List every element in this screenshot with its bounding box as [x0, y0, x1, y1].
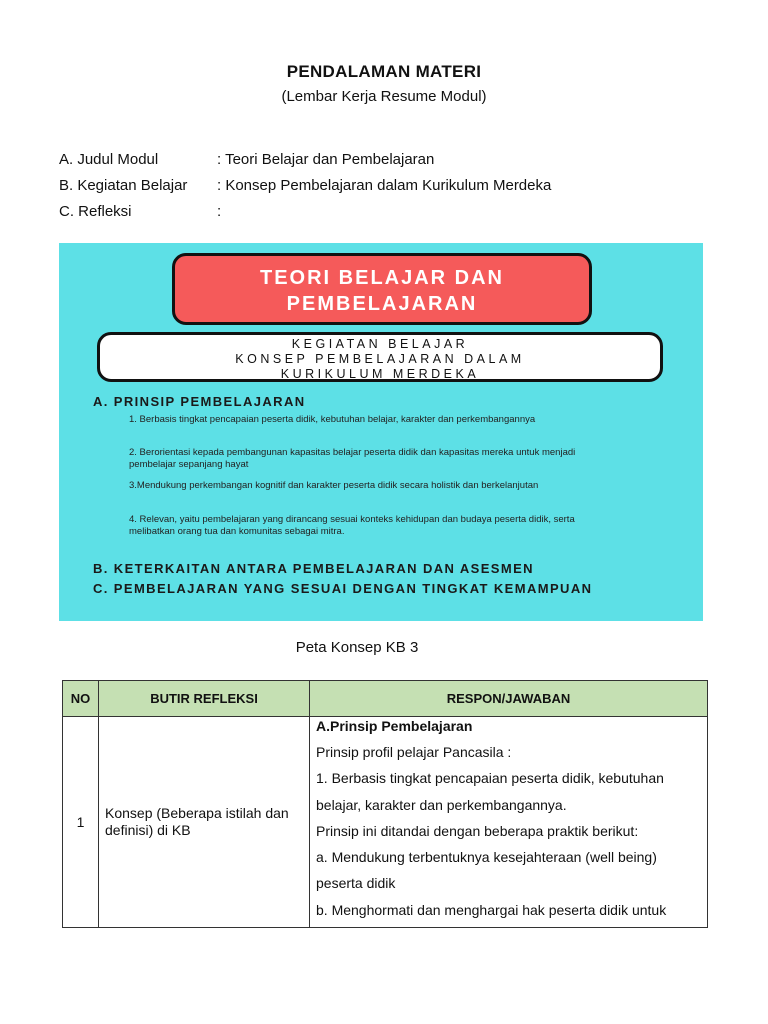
cell-butir: Konsep (Beberapa istilah dan definisi) di KB [99, 717, 310, 928]
column-header-respon: RESPON/JAWABAN [310, 681, 708, 717]
respon-line: b. Menghormati dan menghargai hak peserta didik untuk [316, 901, 667, 918]
infographic-section-a: A. PRINSIP PEMBELAJARAN [93, 394, 306, 409]
meta-value: : Teori Belajar dan Pembelajaran [217, 151, 435, 168]
respon-heading: A.Prinsip Pembelajaran [316, 718, 473, 734]
infographic-section-c: C. PEMBELAJARAN YANG SESUAI DENGAN TINGKAT KEMAMPUAN [93, 581, 593, 596]
meta-kegiatan-belajar [59, 177, 551, 195]
infographic-section-b: B. KETERKAITAN ANTARA PEMBELAJARAN DAN ASESMEN [93, 561, 534, 576]
page-subtitle: (Lembar Kerja Resume Modul) [281, 88, 487, 105]
reflection-table [62, 680, 708, 928]
respon-line: 1. Berbasis tingkat pencapaian peserta didik, kebutuhan belajar, karakter dan perkembangannya. [316, 770, 664, 813]
respon-line: a. Mendukung terbentuknya kesejahteraan (well being) peserta didik [316, 849, 657, 892]
infographic-title-line: TEORI BELAJAR DAN [259, 267, 504, 289]
cell-no: 1 [63, 717, 99, 928]
infographic-title-line: PEMBELAJARAN [286, 293, 478, 315]
meta-value: : [217, 203, 222, 220]
infographic-item: 2. Berorientasi kepada pembangunan kapasitas belajar peserta didik dan kapasitas mereka untuk menjadi pembelajar sepanjang hayat [129, 447, 576, 470]
infographic-title-box [172, 253, 592, 325]
infographic-kb-line: KONSEP PEMBELAJARAN DALAM [235, 352, 525, 366]
meta-value: : Konsep Pembelajaran dalam Kurikulum Merdeka [217, 177, 552, 194]
meta-label: B. Kegiatan Belajar [59, 177, 188, 194]
meta-refleksi [59, 203, 221, 221]
concept-map-infographic [59, 243, 703, 621]
respon-line: Prinsip profil pelajar Pancasila : [316, 744, 512, 760]
meta-label: A. Judul Modul [59, 151, 159, 168]
column-header-butir: BUTIR REFLEKSI [99, 681, 310, 717]
column-header-no: NO [63, 681, 99, 717]
infographic-kb-line: KURIKULUM MERDEKA [280, 367, 480, 381]
meta-label: C. Refleksi [59, 203, 132, 220]
infographic-kb-line: KEGIATAN BELAJAR [291, 337, 469, 351]
table-header-row [63, 681, 708, 717]
cell-respon [310, 717, 708, 928]
infographic-item: 3.Mendukung perkembangan kognitif dan karakter peserta didik secara holistik dan berkelanjutan [129, 480, 539, 491]
respon-line: Prinsip ini ditandai dengan beberapa praktik berikut: [316, 822, 639, 839]
table-row [63, 717, 708, 928]
meta-judul-modul [59, 151, 434, 169]
page-title: PENDALAMAN MATERI [286, 62, 482, 81]
infographic-kb-box [97, 332, 663, 382]
figure-caption: Peta Konsep KB 3 [295, 639, 419, 656]
infographic-item: 4. Relevan, yaitu pembelajaran yang dirancang sesuai konteks kehidupan dan budaya peserta didik, serta melibatkan orang tua dan komunitas sebagai mitra. [129, 514, 575, 537]
infographic-item: 1. Berbasis tingkat pencapaian peserta didik, kebutuhan belajar, karakter dan perkembangannya [129, 414, 536, 425]
